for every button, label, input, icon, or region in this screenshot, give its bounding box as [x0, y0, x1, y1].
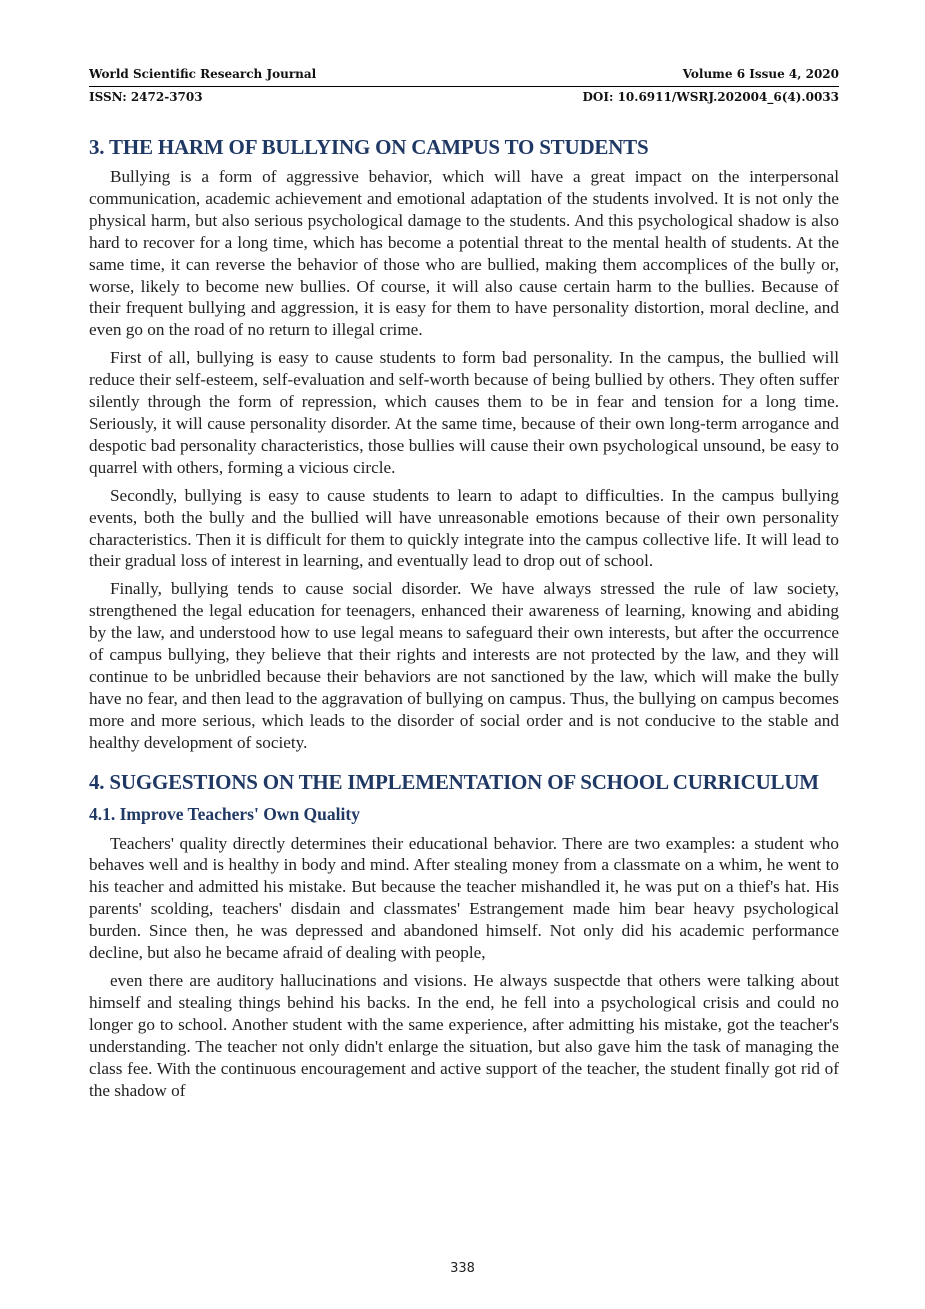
paragraph: First of all, bullying is easy to cause students to form bad personality. In the campus, the bullied will reduce their self-esteem, self-evaluation and self-worth because of being bullied by others. They often suffer silently through the form of repression, which causes them to be in fear and tension for a long time. Seriously, it will cause personality disorder. At the same time, because of their own long-term arrogance and despotic bad personality characteristics, those bullies will cause their own psychological unsound, be easy to quarrel with others, forming a vicious circle. [89, 348, 839, 477]
paragraph: Finally, bullying tends to cause social disorder. We have always stressed the rule of law society, strengthened the legal education for teenagers, enhanced their awareness of learning, knowing and abiding by the law, and understood how to use legal means to safeguard their own interests, but after the occurrence of campus bullying, they believe that their rights and interests are not protected by the law, and they will continue to be unbridled because their behaviors are not sanctioned by the law, which will make the bully have no fear, and then lead to the aggravation of bullying on campus. Thus, the bullying on campus becomes more and more serious, which leads to the disorder of social order and is not conducive to the stable and healthy development of society. [89, 579, 839, 752]
section-3-heading: 3. THE HARM OF BULLYING ON CAMPUS TO STUDENTS [89, 135, 649, 159]
paragraph: Secondly, bullying is easy to cause students to learn to adapt to difficulties. In the campus bullying events, both the bully and the bullied will have unreasonable emotions because of their own personality characteristics. Then it is difficult for them to quickly integrate into the campus collective life. It will lead to their gradual loss of interest in learning, and eventually lead to drop out of school. [89, 485, 839, 571]
paragraph: even there are auditory hallucinations and visions. He always suspectde that others were talking about himself and stealing things behind his backs. In the end, he fell into a psychological crisis and could no longer go to school. Another student with the same experience, after admitting his mistake, got the teacher's understanding. The teacher not only didn't enlarge the situation, but also gave him the task of managing the class fee. With the continuous encouragement and active support of the teacher, the student finally got rid of the shadow of [89, 971, 839, 1100]
paragraph: Bullying is a form of aggressive behavior, which will have a great impact on the interpersonal communication, academic achievement and emotional adaptation of the students involved. It is not only the physical harm, but also serious psychological damage to the students. And this psychological shadow is also hard to recover for a long time, which has become a potential threat to the mental health of students. At the same time, it can reverse the behavior of those who are bullied, making them accomplices of the bully or, worse, likely to become new bullies. Of course, it will also cause certain harm to the bullies. Because of their frequent bullying and aggression, it is easy for them to have personality distortion, moral decline, and even go on the road of no return to illegal crime. [89, 167, 839, 340]
doi: DOI: 10.6911/WSRJ.202004_6(4).0033 [582, 90, 839, 104]
header-divider [89, 86, 839, 87]
volume-issue: Volume 6 Issue 4, 2020 [682, 67, 839, 81]
running-header-top [89, 67, 839, 81]
running-header-bottom [89, 90, 839, 104]
journal-name: World Scientific Research Journal [89, 67, 317, 81]
page-number: 338 [450, 1261, 475, 1276]
subsection-4-1-heading: 4.1. Improve Teachers' Own Quality [89, 803, 360, 824]
section-4-heading: 4. SUGGESTIONS ON THE IMPLEMENTATION OF SCHOOL CURRICULUM [89, 769, 819, 794]
article-body [89, 133, 839, 1107]
issn: ISSN: 2472-3703 [89, 90, 203, 104]
paragraph: Teachers' quality directly determines their educational behavior. There are two examples: a student who behaves well and is healthy in body and mind. After stealing money from a classmate on a whim, he went to his teacher and admitted his mistake. But because the teacher mishandled it, he was put on a thief's hat. His parents' scolding, teachers' disdain and classmates' Estrangement made him bear heavy psychological burden. Since then, he was depressed and abandoned himself. Not only did his academic performance decline, but also he became afraid of dealing with people, [89, 833, 839, 963]
